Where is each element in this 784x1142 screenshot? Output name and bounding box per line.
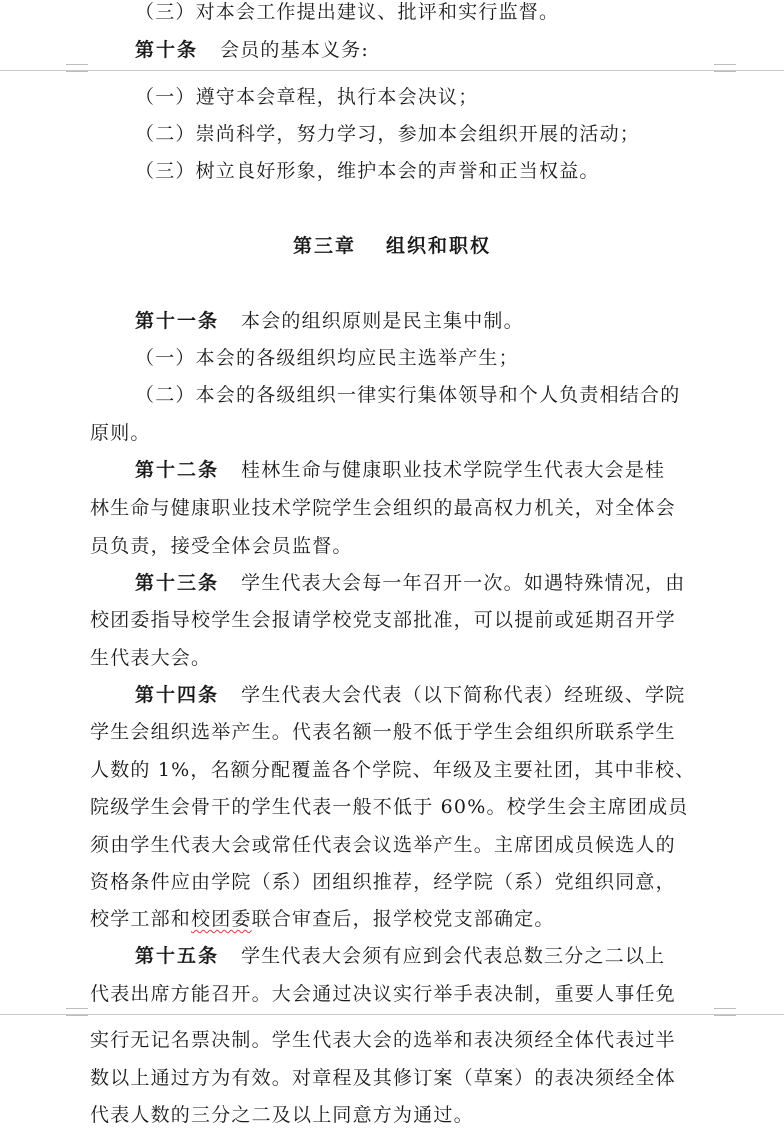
- clause-text: （二）本会的各级组织一律实行集体领导和个人负责相结合的: [135, 384, 681, 406]
- text-line: [0, 714, 784, 751]
- article-text: 学生代表大会每一年召开一次。如遇特殊情况，由: [241, 572, 686, 594]
- article-line: [0, 303, 784, 340]
- article-heading: 第十条: [135, 39, 199, 61]
- clause-text: （一）本会的各级组织均应民主选举产生；: [135, 347, 519, 369]
- text-line: [0, 528, 784, 565]
- article-heading: 第十四条: [135, 684, 220, 706]
- paragraph-text: 员负责，接受全体会员监督。: [90, 535, 353, 557]
- paragraph-text: 校学工部和: [90, 908, 192, 930]
- chapter-title: 组织和职权: [386, 235, 492, 257]
- chapter-number: 第三章: [292, 235, 356, 257]
- text-line: [0, 976, 784, 1013]
- page-break-line: [0, 70, 784, 71]
- clause-text: （三）树立良好形象，维护本会的声誉和正当权益。: [135, 160, 600, 182]
- paragraph-text: 学生会组织选举产生。代表名额一般不低于学生会组织所联系学生: [90, 721, 676, 743]
- paragraph-text: 代表人数的三分之二及以上同意方为通过。: [90, 1104, 474, 1126]
- text-line: [0, 602, 784, 639]
- clause-text: （一）遵守本会章程，执行本会决议；: [135, 86, 479, 108]
- clause-text: 原则。: [90, 422, 151, 444]
- paragraph-text: 数以上通过方为有效。对章程及其修订案（草案）的表决须经全体: [90, 1067, 676, 1089]
- article-heading: 第十三条: [135, 572, 220, 594]
- paragraph-text: 人数的 1%，名额分配覆盖各个学院、年级及主要社团，其中非校、: [90, 759, 696, 781]
- paragraph-text: 须由学生代表大会或常任代表会议选举产生。主席团成员候选人的: [90, 834, 676, 856]
- article-line: [0, 677, 784, 714]
- text-line: [0, 640, 784, 677]
- text-line: [0, 153, 784, 190]
- clause-text: （二）崇尚科学，努力学习，参加本会组织开展的活动；: [135, 123, 641, 145]
- text-line: [0, 1060, 784, 1097]
- page-break-line: [0, 1014, 784, 1015]
- paragraph-text: 实行无记名票决制。学生代表大会的选举和表决须经全体代表过半: [90, 1029, 676, 1051]
- spellcheck-flagged-text[interactable]: 校团委: [191, 908, 252, 930]
- text-line: [0, 901, 784, 938]
- article-text: 学生代表大会须有应到会代表总数三分之二以上: [241, 945, 666, 967]
- text-line: [0, 827, 784, 864]
- article-line: [0, 32, 784, 69]
- text-line: [0, 490, 784, 527]
- text-line: [0, 0, 784, 31]
- article-line: [0, 938, 784, 975]
- clause-text: （三）对本会工作提出建议、批评和实行监督。: [135, 1, 560, 23]
- text-line: [0, 79, 784, 116]
- text-line: [0, 377, 784, 414]
- paragraph-text: 生代表大会。: [90, 647, 212, 669]
- text-line: [0, 116, 784, 153]
- text-line: [0, 340, 784, 377]
- text-line: [0, 1097, 784, 1134]
- paragraph-text: 代表出席方能召开。大会通过决议实行举手表决制，重要人事任免: [90, 983, 676, 1005]
- article-line: [0, 452, 784, 489]
- text-line: [0, 1022, 784, 1059]
- article-line: [0, 565, 784, 602]
- article-heading: 第十五条: [135, 945, 220, 967]
- text-line: [0, 752, 784, 789]
- paragraph-text: 校团委指导校学生会报请学校党支部批准，可以提前或延期召开学: [90, 609, 676, 631]
- paragraph-text: 院级学生会骨干的学生代表一般不低于 60%。校学生会主席团成员: [90, 796, 689, 818]
- paragraph-text: 联合审查后，报学校党支部确定。: [251, 908, 555, 930]
- text-line: [0, 789, 784, 826]
- article-heading: 第十一条: [135, 310, 220, 332]
- article-text: 桂林生命与健康职业技术学院学生代表大会是桂: [241, 459, 666, 481]
- text-line: [0, 415, 784, 452]
- article-text: 本会的组织原则是民主集中制。: [241, 310, 524, 332]
- paragraph-text: 资格条件应由学院（系）团组织推荐，经学院（系）党组织同意，: [90, 871, 676, 893]
- chapter-heading: [0, 228, 784, 265]
- article-text: 会员的基本义务:: [220, 39, 370, 61]
- paragraph-text: 林生命与健康职业技术学院学生会组织的最高权力机关，对全体会: [90, 497, 676, 519]
- article-heading: 第十二条: [135, 459, 220, 481]
- text-line: [0, 864, 784, 901]
- article-text: 学生代表大会代表（以下简称代表）经班级、学院: [241, 684, 686, 706]
